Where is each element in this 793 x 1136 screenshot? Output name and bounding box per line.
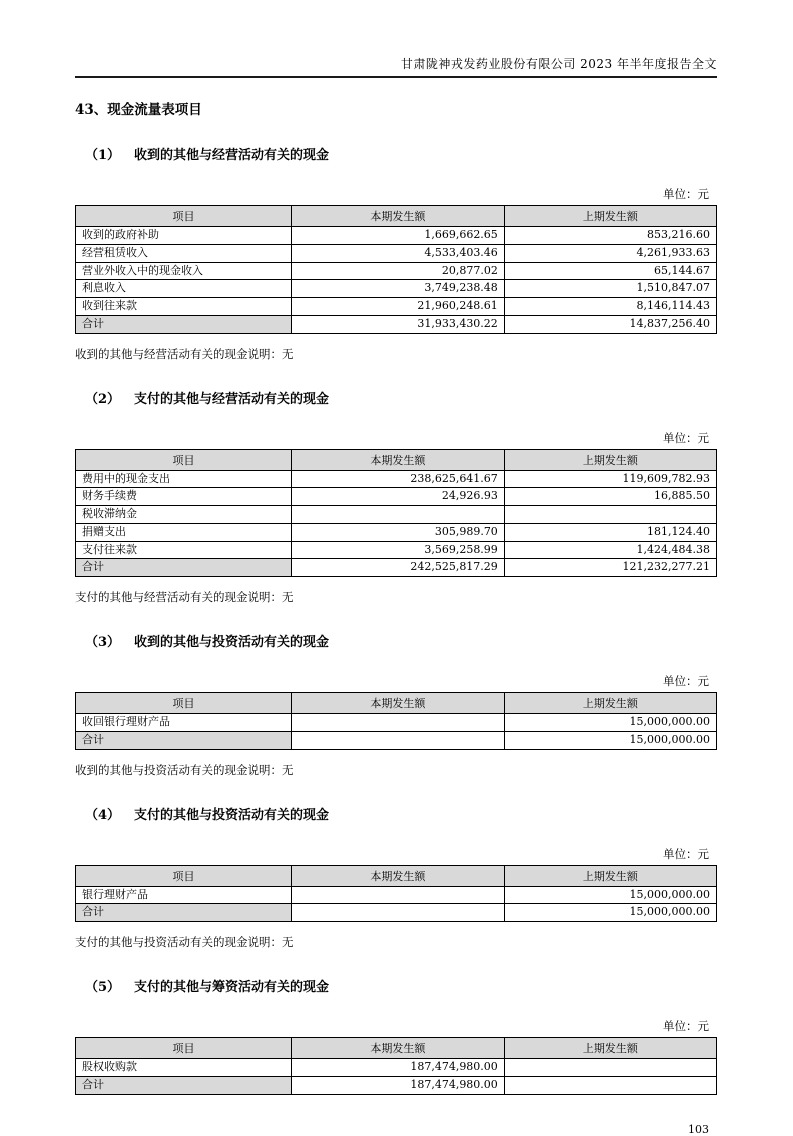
table-header-row: [76, 206, 717, 227]
table-row: [76, 280, 717, 298]
current-amount-cell: 4,533,403.46: [292, 244, 505, 262]
total-row: [76, 559, 717, 577]
subsection: [75, 388, 717, 606]
current-amount-cell: 305,989.70: [292, 523, 505, 541]
prior-amount-cell: 853,216.60: [504, 227, 716, 245]
table-header-row: [76, 449, 717, 470]
item-cell: 费用中的现金支出: [76, 470, 292, 488]
subsection-number: （5）: [85, 980, 121, 995]
item-cell: 合计: [76, 1076, 292, 1094]
table-row: [76, 541, 717, 559]
subsection: [75, 631, 717, 778]
current-amount-cell: [292, 904, 505, 922]
subsection-heading: [85, 976, 717, 995]
column-header: 上期发生额: [504, 449, 716, 470]
item-cell: 财务手续费: [76, 488, 292, 506]
current-amount-cell: 187,474,980.00: [292, 1059, 505, 1077]
column-header: 上期发生额: [504, 693, 716, 714]
prior-amount-cell: 119,609,782.93: [504, 470, 716, 488]
document-header: [75, 55, 717, 78]
table-header-row: [76, 693, 717, 714]
subsection-heading: [85, 804, 717, 823]
item-cell: 经营租赁收入: [76, 244, 292, 262]
item-cell: 合计: [76, 315, 292, 333]
subsection: [75, 976, 717, 1095]
table-row: [76, 227, 717, 245]
subsection-heading: [85, 144, 717, 163]
table-note: 收到的其他与经营活动有关的现金说明：无: [75, 346, 294, 361]
item-cell: 收到往来款: [76, 298, 292, 316]
data-table: [75, 1037, 717, 1095]
item-cell: 利息收入: [76, 280, 292, 298]
item-cell: 合计: [76, 904, 292, 922]
subsection: [75, 804, 717, 951]
unit-label: 单位：元: [663, 846, 709, 861]
prior-amount-cell: 65,144.67: [504, 262, 716, 280]
subsection-title: 支付的其他与经营活动有关的现金: [134, 391, 330, 407]
item-cell: 税收滞纳金: [76, 506, 292, 524]
subsection-number: （3）: [85, 635, 121, 650]
current-amount-cell: [292, 506, 505, 524]
table-row: [76, 262, 717, 280]
current-amount-cell: 238,625,641.67: [292, 470, 505, 488]
data-table: [75, 205, 717, 334]
prior-amount-cell: 15,000,000.00: [504, 714, 716, 732]
current-amount-cell: 3,569,258.99: [292, 541, 505, 559]
current-amount-cell: 242,525,817.29: [292, 559, 505, 577]
column-header: 本期发生额: [292, 865, 505, 886]
prior-amount-cell: [504, 506, 716, 524]
total-row: [76, 1076, 717, 1094]
column-header: 项目: [76, 1038, 292, 1059]
page-number: 103: [688, 1122, 709, 1136]
item-cell: 营业外收入中的现金收入: [76, 262, 292, 280]
subsection-number: （4）: [85, 807, 121, 823]
subsection-number: （1）: [85, 148, 121, 163]
prior-amount-cell: 1,510,847.07: [504, 280, 716, 298]
column-header: 项目: [76, 865, 292, 886]
table-header-row: [76, 1038, 717, 1059]
column-header: 本期发生额: [292, 449, 505, 470]
column-header: 上期发生额: [504, 865, 716, 886]
subsection-title: 收到的其他与投资活动有关的现金: [134, 635, 330, 650]
unit-label: 单位：元: [663, 1019, 709, 1033]
table-note: 收到的其他与投资活动有关的现金说明：无: [75, 762, 294, 777]
table-row: [76, 470, 717, 488]
subsection-heading: [85, 631, 717, 650]
table-row: [76, 886, 717, 904]
prior-amount-cell: 1,424,484.38: [504, 541, 716, 559]
column-header: 本期发生额: [292, 693, 505, 714]
table-note: 支付的其他与经营活动有关的现金说明：无: [75, 590, 294, 604]
current-amount-cell: 187,474,980.00: [292, 1076, 505, 1094]
subsection-title: 支付的其他与投资活动有关的现金: [134, 807, 330, 823]
prior-amount-cell: 8,146,114.43: [504, 298, 716, 316]
prior-amount-cell: [504, 1076, 716, 1094]
data-table: [75, 692, 717, 750]
subsection-number: （2）: [85, 391, 121, 407]
prior-amount-cell: 16,885.50: [504, 488, 716, 506]
total-row: [76, 904, 717, 922]
subsection: [75, 144, 717, 362]
data-table: [75, 449, 717, 578]
unit-label: 单位：元: [663, 187, 709, 201]
current-amount-cell: [292, 731, 505, 749]
table-note: 支付的其他与投资活动有关的现金说明：无: [75, 935, 294, 949]
prior-amount-cell: 15,000,000.00: [504, 886, 716, 904]
current-amount-cell: 3,749,238.48: [292, 280, 505, 298]
table-row: [76, 1059, 717, 1077]
item-cell: 合计: [76, 559, 292, 577]
column-header: 本期发生额: [292, 1038, 505, 1059]
current-amount-cell: 31,933,430.22: [292, 315, 505, 333]
sections-container: [75, 144, 717, 1095]
item-cell: 收回银行理财产品: [76, 714, 292, 732]
report-title: 甘肃陇神戎发药业股份有限公司 2023 年半年度报告全文: [400, 57, 717, 71]
current-amount-cell: 20,877.02: [292, 262, 505, 280]
column-header: 本期发生额: [292, 206, 505, 227]
subsection-heading: [85, 388, 717, 407]
current-amount-cell: [292, 714, 505, 732]
item-cell: 银行理财产品: [76, 886, 292, 904]
table-row: [76, 488, 717, 506]
table-row: [76, 523, 717, 541]
column-header: 项目: [76, 693, 292, 714]
prior-amount-cell: 121,232,277.21: [504, 559, 716, 577]
unit-label: 单位：元: [663, 430, 709, 445]
section-title: 43、现金流量表项目: [75, 102, 202, 118]
prior-amount-cell: [504, 1059, 716, 1077]
prior-amount-cell: 4,261,933.63: [504, 244, 716, 262]
current-amount-cell: 21,960,248.61: [292, 298, 505, 316]
column-header: 上期发生额: [504, 1038, 716, 1059]
data-table: [75, 865, 717, 923]
column-header: 项目: [76, 449, 292, 470]
item-cell: 捐赠支出: [76, 523, 292, 541]
prior-amount-cell: 181,124.40: [504, 523, 716, 541]
total-row: [76, 731, 717, 749]
subsection-title: 收到的其他与经营活动有关的现金: [134, 148, 330, 163]
table-row: [76, 506, 717, 524]
table-header-row: [76, 865, 717, 886]
prior-amount-cell: 15,000,000.00: [504, 904, 716, 922]
item-cell: 支付往来款: [76, 541, 292, 559]
column-header: 项目: [76, 206, 292, 227]
table-row: [76, 244, 717, 262]
table-row: [76, 298, 717, 316]
total-row: [76, 315, 717, 333]
prior-amount-cell: 15,000,000.00: [504, 731, 716, 749]
item-cell: 合计: [76, 731, 292, 749]
item-cell: 股权收购款: [76, 1059, 292, 1077]
table-row: [76, 714, 717, 732]
column-header: 上期发生额: [504, 206, 716, 227]
unit-label: 单位：元: [663, 674, 709, 688]
subsection-title: 支付的其他与筹资活动有关的现金: [134, 980, 330, 995]
current-amount-cell: [292, 886, 505, 904]
current-amount-cell: 24,926.93: [292, 488, 505, 506]
prior-amount-cell: 14,837,256.40: [504, 315, 716, 333]
item-cell: 收到的政府补助: [76, 227, 292, 245]
current-amount-cell: 1,669,662.65: [292, 227, 505, 245]
